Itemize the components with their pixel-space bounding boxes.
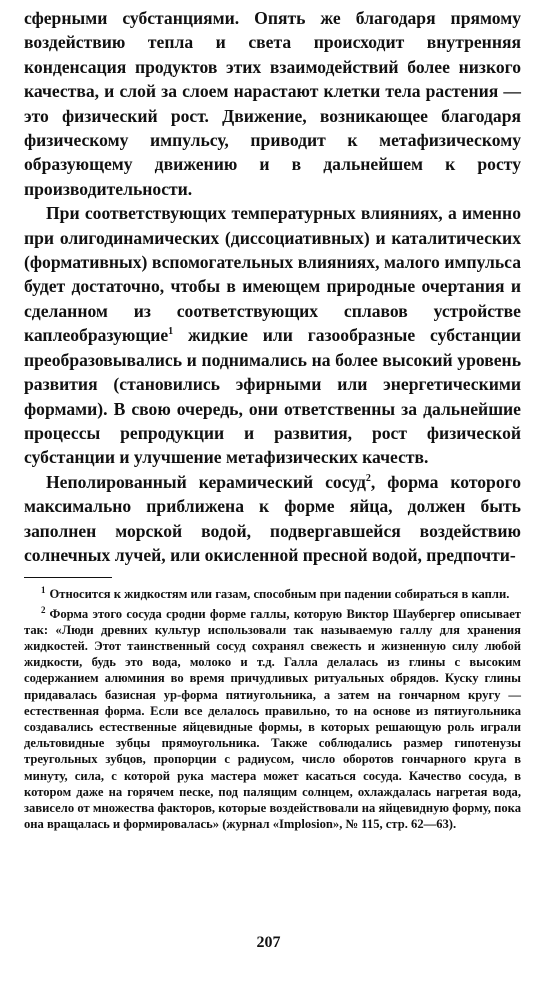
footnote-ref-2[interactable]: 2	[365, 472, 371, 484]
paragraph-2-text-b: жидкие или газообразные субстанции преобразовывались и поднимались на более высокий уровень развития (становились эфирными или энергетическими формами). В свою очередь, они ответственны за дальнейшие процессы репродукции и развития, рост физической субстанции и улучшение метафизических качеств.	[24, 325, 521, 468]
footnote-1-text: Относится к жидкостям или газам, способным при падении собираться в капли.	[49, 587, 510, 602]
main-text	[24, 6, 521, 567]
footnote-2	[24, 606, 521, 833]
paragraph-3-text-a: Неполированный керамический сосуд	[46, 471, 366, 492]
footnote-1-marker: 1	[41, 585, 46, 596]
paragraph-2	[24, 201, 521, 469]
book-page	[24, 6, 521, 832]
paragraph-3-text-b: , форма которого максимально приближена к форме яйца, должен быть заполнен морской водой, подвергавшейся воздействию солнечных лучей, или окисленной пресной водой, предпочти-	[24, 471, 521, 565]
paragraph-1-text: сферными субстанциями. Опять же благодаря прямому воздействию тепла и света происходит внутренняя конденсация продуктов этих взаимодействий более низкого качества, и слой за слоем нарастают клетки тела растения — это физический рост. Движение, возникающее благодаря физическому импульсу, приводит к метафизическому образующему движению и в дальнейшем к росту производительности.	[24, 8, 521, 199]
footnote-2-text: Форма этого сосуда сродни форме галлы, которую Виктор Шаубергер описывает так: «Люди древних культур использовали так называемую галлу для хранения жидкостей. Этот таинственный сосуд сохранял свежесть и жизненную силу любой жидкости, будь это вода, молоко и т.д. Галла делалась из глины с высоким содержанием алюминия во время причудливых ритуальных обрядов. Куску глины придавалась базисная ур-форма пятиугольника, а затем на гончарном кругу — естественная форма. Если все делалось правильно, то на основе из пятиугольника создавались естественные яйцевидные формы, в которых решающую роль играли дельтовидные зубцы прямоугольника. Также соблюдались размер гипотенузы треугольных зубцов, пропорции с радиусом, число оборотов гончарного круга в минуту, сила, с которой рука мастера может касаться сосуда. Качество сосуда, в котором даже на горячем песке, под палящим солнцем, охлаждалась нагретая вода, зависело от множества факторов, которые воздействовали на яйцевидную форму, пока она вращалась и формировалась» (журнал «Implosion», № 115, стр. 62—63).	[24, 606, 521, 832]
footnote-1	[24, 586, 521, 602]
paragraph-3	[24, 470, 521, 568]
paragraph-1	[24, 6, 521, 201]
paragraph-2-text-a: При соответствующих температурных влияниях, а именно при олигодинамических (диссоциативных) и каталитических (формативных) вспомогательных влияниях, малого импульса будет достаточно, чтобы в имеющем природные очертания и сделанном из соответствующих сплавов устройстве каплеобразующие	[24, 203, 521, 346]
footnote-ref-1[interactable]: 1	[168, 326, 174, 338]
footnote-separator	[24, 577, 112, 578]
footnotes	[24, 586, 521, 832]
page-number: 207	[256, 934, 281, 951]
footnote-2-marker: 2	[41, 604, 46, 615]
